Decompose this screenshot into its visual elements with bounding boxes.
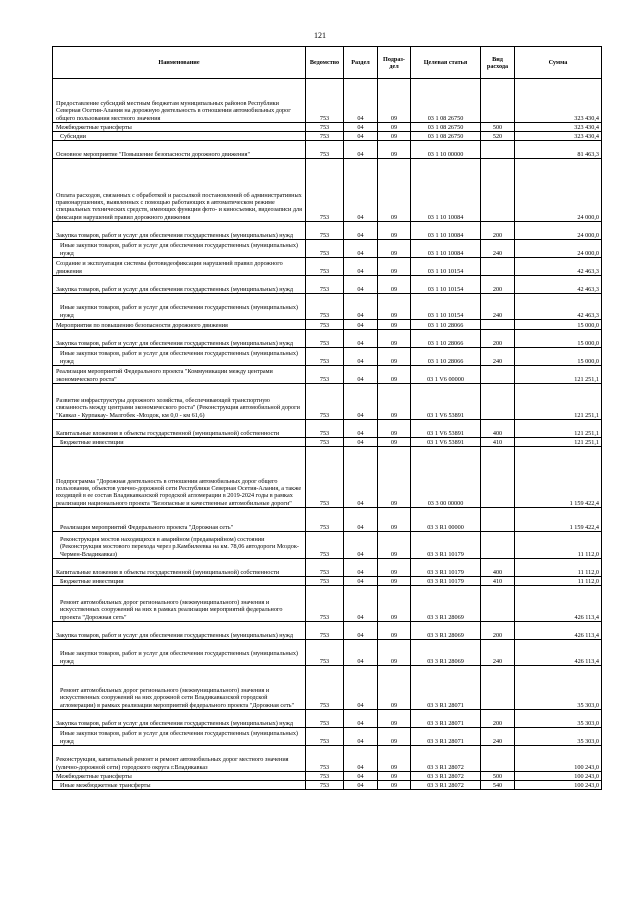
table-row bbox=[53, 294, 602, 320]
row-razdel: 04 bbox=[344, 622, 378, 640]
row-vedomstvo: 753 bbox=[306, 586, 344, 622]
row-summa: 121 251,1 bbox=[515, 384, 602, 420]
row-podrazdel: 09 bbox=[378, 330, 411, 348]
row-vedomstvo: 753 bbox=[306, 141, 344, 159]
row-celevaya-statya: 03 1 V6 53891 bbox=[411, 384, 481, 420]
row-vid-rashodov: 200 bbox=[481, 622, 515, 640]
row-celevaya-statya: 03 3 R1 10179 bbox=[411, 559, 481, 577]
row-vedomstvo: 753 bbox=[306, 330, 344, 348]
header-razdel: Раздел bbox=[344, 47, 378, 79]
row-razdel: 04 bbox=[344, 640, 378, 666]
row-razdel: 04 bbox=[344, 240, 378, 258]
row-celevaya-statya: 03 3 R1 28071 bbox=[411, 728, 481, 746]
row-name: Подпрограмма "Дорожная деятельность в отношении автомобильных дорог общего пользования, объектов улично-дорожной сети Республики Северная Осетия-Алания, а также входящей в ее состав Владикавказской городской агломерации в 2019-2024 годы в рамках реализации национального проекта "Безопасные и качественные автомобильные дороги" bbox=[53, 447, 306, 508]
row-summa: 426 113,4 bbox=[515, 640, 602, 666]
row-razdel: 04 bbox=[344, 532, 378, 559]
table-row bbox=[53, 132, 602, 141]
row-podrazdel: 09 bbox=[378, 586, 411, 622]
table-row bbox=[53, 577, 602, 586]
row-vid-rashodov bbox=[481, 141, 515, 159]
row-name: Закупка товаров, работ и услуг для обеспечения государственных (муниципальных) нужд bbox=[53, 222, 306, 240]
row-vid-rashodov bbox=[481, 384, 515, 420]
table-row bbox=[53, 438, 602, 447]
row-razdel: 04 bbox=[344, 159, 378, 222]
row-podrazdel: 09 bbox=[378, 781, 411, 790]
row-podrazdel: 09 bbox=[378, 366, 411, 384]
row-name: Бюджетные инвестиции bbox=[53, 577, 306, 586]
row-name: Реконструкция мостов находящихся в аварийном (предаварийном) состоянии (Реконструкция мостового перехода через р.Камбилеевка на км. 78,06 автодороги Моздок-Чермен-Владикавказ) bbox=[53, 532, 306, 559]
row-podrazdel: 09 bbox=[378, 159, 411, 222]
row-summa: 426 113,4 bbox=[515, 622, 602, 640]
row-celevaya-statya: 03 3 R1 10179 bbox=[411, 532, 481, 559]
row-vid-rashodov bbox=[481, 532, 515, 559]
row-celevaya-statya: 03 3 R1 28071 bbox=[411, 666, 481, 710]
row-name: Капитальные вложения в объекты государственной (муниципальной) собственности bbox=[53, 559, 306, 577]
row-summa: 42 463,3 bbox=[515, 294, 602, 320]
header-vid-rashodov: Вид расхода bbox=[481, 47, 515, 79]
row-podrazdel: 09 bbox=[378, 420, 411, 438]
row-razdel: 04 bbox=[344, 123, 378, 132]
row-summa: 35 303,0 bbox=[515, 710, 602, 728]
row-celevaya-statya: 03 1 10 00000 bbox=[411, 141, 481, 159]
row-celevaya-statya: 03 3 R1 28072 bbox=[411, 746, 481, 772]
row-vedomstvo: 753 bbox=[306, 123, 344, 132]
row-summa: 11 112,0 bbox=[515, 577, 602, 586]
table-row bbox=[53, 710, 602, 728]
row-celevaya-statya: 03 3 00 00000 bbox=[411, 447, 481, 508]
row-celevaya-statya: 03 1 10 10154 bbox=[411, 258, 481, 276]
row-celevaya-statya: 03 3 R1 28071 bbox=[411, 710, 481, 728]
table-row bbox=[53, 366, 602, 384]
row-name: Закупка товаров, работ и услуг для обеспечения государственных (муниципальных) нужд bbox=[53, 330, 306, 348]
row-summa: 24 000,0 bbox=[515, 222, 602, 240]
row-celevaya-statya: 03 1 10 28066 bbox=[411, 320, 481, 330]
row-razdel: 04 bbox=[344, 276, 378, 294]
row-vid-rashodov: 200 bbox=[481, 222, 515, 240]
row-name: Реконструкция, капитальный ремонт и ремонт автомобильных дорог местного значения (улично-дорожной сети) городского округа г.Владикавказ bbox=[53, 746, 306, 772]
row-vedomstvo: 753 bbox=[306, 366, 344, 384]
row-vedomstvo: 753 bbox=[306, 559, 344, 577]
row-vedomstvo: 753 bbox=[306, 746, 344, 772]
row-podrazdel: 09 bbox=[378, 384, 411, 420]
row-summa: 15 000,0 bbox=[515, 330, 602, 348]
row-name: Субсидии bbox=[53, 132, 306, 141]
row-razdel: 04 bbox=[344, 141, 378, 159]
row-name: Оплата расходов, связанных с обработкой и рассылкой постановлений об административных правонарушениях, выявленных с помощью работающих в автоматическом режиме специальных технических средств, имеющих функции фото- и киносъемки, видеозаписи для фиксации нарушений правил дорожного движения bbox=[53, 159, 306, 222]
row-vid-rashodov bbox=[481, 746, 515, 772]
row-vedomstvo: 753 bbox=[306, 79, 344, 123]
row-razdel: 04 bbox=[344, 384, 378, 420]
table-row bbox=[53, 79, 602, 123]
row-vid-rashodov: 240 bbox=[481, 240, 515, 258]
row-vid-rashodov: 240 bbox=[481, 294, 515, 320]
row-celevaya-statya: 03 1 V6 00000 bbox=[411, 366, 481, 384]
row-name: Основное мероприятие "Повышение безопасности дорожного движения" bbox=[53, 141, 306, 159]
row-razdel: 04 bbox=[344, 320, 378, 330]
row-podrazdel: 09 bbox=[378, 276, 411, 294]
row-vid-rashodov: 500 bbox=[481, 772, 515, 781]
row-vedomstvo: 753 bbox=[306, 438, 344, 447]
row-vid-rashodov: 200 bbox=[481, 276, 515, 294]
row-summa: 24 000,0 bbox=[515, 240, 602, 258]
row-name: Закупка товаров, работ и услуг для обеспечения государственных (муниципальных) нужд bbox=[53, 622, 306, 640]
table-row bbox=[53, 772, 602, 781]
row-razdel: 04 bbox=[344, 710, 378, 728]
row-name: Создание и эксплуатация системы фотовидеофиксации нарушений правил дорожного движения bbox=[53, 258, 306, 276]
row-vedomstvo: 753 bbox=[306, 222, 344, 240]
row-name: Иные закупки товаров, работ и услуг для обеспечения государственных (муниципальных) нужд bbox=[53, 640, 306, 666]
row-vid-rashodov bbox=[481, 258, 515, 276]
row-vid-rashodov bbox=[481, 159, 515, 222]
table-row bbox=[53, 141, 602, 159]
row-podrazdel: 09 bbox=[378, 438, 411, 447]
row-podrazdel: 09 bbox=[378, 294, 411, 320]
row-vedomstvo: 753 bbox=[306, 728, 344, 746]
header-podrazdel: Подраз-дел bbox=[378, 47, 411, 79]
row-razdel: 04 bbox=[344, 508, 378, 532]
row-summa: 100 243,0 bbox=[515, 781, 602, 790]
row-name: Закупка товаров, работ и услуг для обеспечения государственных (муниципальных) нужд bbox=[53, 710, 306, 728]
row-razdel: 04 bbox=[344, 781, 378, 790]
row-name: Иные закупки товаров, работ и услуг для обеспечения государственных (муниципальных) нужд bbox=[53, 348, 306, 366]
row-razdel: 04 bbox=[344, 746, 378, 772]
header-vedomstvo: Ведомство bbox=[306, 47, 344, 79]
row-vid-rashodov bbox=[481, 320, 515, 330]
row-razdel: 04 bbox=[344, 420, 378, 438]
row-razdel: 04 bbox=[344, 258, 378, 276]
row-vid-rashodov bbox=[481, 366, 515, 384]
table-row bbox=[53, 447, 602, 508]
row-razdel: 04 bbox=[344, 447, 378, 508]
row-name: Ремонт автомобильных дорог регионального (межмуниципального) значения и искусственных сооружений на них дорожной сети Владикавказской городской агломерации) в рамках реализации мероприятий федерального проекта "Дорожная сеть" bbox=[53, 666, 306, 710]
row-celevaya-statya: 03 1 10 10084 bbox=[411, 240, 481, 258]
row-name: Ремонт автомобильных дорог регионального (межмуниципального) значения и искусственных сооружений на них в рамках реализации мероприятий федерального проекта "Дорожная сеть" bbox=[53, 586, 306, 622]
row-vedomstvo: 753 bbox=[306, 294, 344, 320]
row-name: Реализация мероприятий Федерального проекта "Коммуникации между центрами экономического роста" bbox=[53, 366, 306, 384]
header-celevaya-statya: Целевая статья bbox=[411, 47, 481, 79]
table-row bbox=[53, 159, 602, 222]
row-vedomstvo: 753 bbox=[306, 420, 344, 438]
row-summa: 11 112,0 bbox=[515, 559, 602, 577]
row-podrazdel: 09 bbox=[378, 577, 411, 586]
row-razdel: 04 bbox=[344, 79, 378, 123]
row-podrazdel: 09 bbox=[378, 447, 411, 508]
row-summa: 121 251,1 bbox=[515, 438, 602, 447]
table-row bbox=[53, 258, 602, 276]
row-summa: 1 159 422,4 bbox=[515, 447, 602, 508]
row-vedomstvo: 753 bbox=[306, 240, 344, 258]
row-podrazdel: 09 bbox=[378, 141, 411, 159]
row-celevaya-statya: 03 3 R1 28069 bbox=[411, 622, 481, 640]
row-summa: 15 000,0 bbox=[515, 348, 602, 366]
row-razdel: 04 bbox=[344, 294, 378, 320]
row-podrazdel: 09 bbox=[378, 666, 411, 710]
row-summa: 426 113,4 bbox=[515, 586, 602, 622]
row-celevaya-statya: 03 1 10 10084 bbox=[411, 159, 481, 222]
row-summa: 100 243,0 bbox=[515, 746, 602, 772]
row-name: Капитальные вложения в объекты государственной (муниципальной) собственности bbox=[53, 420, 306, 438]
row-vid-rashodov: 200 bbox=[481, 330, 515, 348]
table-row bbox=[53, 240, 602, 258]
row-summa: 323 430,4 bbox=[515, 123, 602, 132]
row-podrazdel: 09 bbox=[378, 772, 411, 781]
row-vid-rashodov: 200 bbox=[481, 710, 515, 728]
row-name: Развитие инфраструктуры дорожного хозяйства, обеспечивающей транспортную связанность между центрами экономического роста" (Реконструкция автомобильной дороги "Кавказ - Курпакау- Малгобек -Моздок, км 0,0 - км 61,6) bbox=[53, 384, 306, 420]
row-vid-rashodov bbox=[481, 79, 515, 123]
table-row bbox=[53, 330, 602, 348]
row-vid-rashodov: 240 bbox=[481, 348, 515, 366]
row-summa: 24 000,0 bbox=[515, 159, 602, 222]
row-podrazdel: 09 bbox=[378, 532, 411, 559]
row-vedomstvo: 753 bbox=[306, 772, 344, 781]
row-podrazdel: 09 bbox=[378, 728, 411, 746]
row-vedomstvo: 753 bbox=[306, 532, 344, 559]
header-summa: Сумма bbox=[515, 47, 602, 79]
row-celevaya-statya: 03 1 V6 53891 bbox=[411, 420, 481, 438]
row-vid-rashodov: 520 bbox=[481, 132, 515, 141]
row-summa: 35 303,0 bbox=[515, 728, 602, 746]
row-podrazdel: 09 bbox=[378, 710, 411, 728]
row-podrazdel: 09 bbox=[378, 240, 411, 258]
row-razdel: 04 bbox=[344, 559, 378, 577]
row-vedomstvo: 753 bbox=[306, 258, 344, 276]
table-row bbox=[53, 586, 602, 622]
row-razdel: 04 bbox=[344, 132, 378, 141]
table-row bbox=[53, 420, 602, 438]
row-celevaya-statya: 03 1 10 28066 bbox=[411, 330, 481, 348]
table-row bbox=[53, 622, 602, 640]
row-celevaya-statya: 03 3 R1 28072 bbox=[411, 781, 481, 790]
row-razdel: 04 bbox=[344, 666, 378, 710]
row-summa: 15 000,0 bbox=[515, 320, 602, 330]
row-vedomstvo: 753 bbox=[306, 276, 344, 294]
table-row bbox=[53, 276, 602, 294]
row-podrazdel: 09 bbox=[378, 132, 411, 141]
row-vedomstvo: 753 bbox=[306, 781, 344, 790]
row-celevaya-statya: 03 1 10 10084 bbox=[411, 222, 481, 240]
row-razdel: 04 bbox=[344, 348, 378, 366]
table-row bbox=[53, 532, 602, 559]
table-row bbox=[53, 746, 602, 772]
row-name: Межбюджетные трансферты bbox=[53, 123, 306, 132]
row-podrazdel: 09 bbox=[378, 348, 411, 366]
row-vid-rashodov: 240 bbox=[481, 728, 515, 746]
page-number: 121 bbox=[314, 31, 326, 40]
table-row bbox=[53, 348, 602, 366]
row-vedomstvo: 753 bbox=[306, 447, 344, 508]
row-celevaya-statya: 03 1 10 28066 bbox=[411, 348, 481, 366]
row-name: Иные закупки товаров, работ и услуг для обеспечения государственных (муниципальных) нужд bbox=[53, 294, 306, 320]
table-row bbox=[53, 384, 602, 420]
row-name: Иные закупки товаров, работ и услуг для обеспечения государственных (муниципальных) нужд bbox=[53, 728, 306, 746]
row-celevaya-statya: 03 3 R1 28069 bbox=[411, 586, 481, 622]
row-vid-rashodov bbox=[481, 666, 515, 710]
row-celevaya-statya: 03 3 R1 28069 bbox=[411, 640, 481, 666]
row-vedomstvo: 753 bbox=[306, 710, 344, 728]
row-summa: 121 251,1 bbox=[515, 420, 602, 438]
row-name: Бюджетные инвестиции bbox=[53, 438, 306, 447]
row-celevaya-statya: 03 1 V6 53891 bbox=[411, 438, 481, 447]
row-summa: 1 159 422,4 bbox=[515, 508, 602, 532]
row-vedomstvo: 753 bbox=[306, 384, 344, 420]
row-vid-rashodov bbox=[481, 586, 515, 622]
row-razdel: 04 bbox=[344, 586, 378, 622]
row-podrazdel: 09 bbox=[378, 640, 411, 666]
row-celevaya-statya: 03 3 R1 00000 bbox=[411, 508, 481, 532]
row-summa: 100 243,0 bbox=[515, 772, 602, 781]
table-body bbox=[53, 79, 602, 790]
row-vedomstvo: 753 bbox=[306, 508, 344, 532]
row-podrazdel: 09 bbox=[378, 320, 411, 330]
row-podrazdel: 09 bbox=[378, 79, 411, 123]
row-summa: 42 463,3 bbox=[515, 258, 602, 276]
row-vid-rashodov bbox=[481, 447, 515, 508]
row-vedomstvo: 753 bbox=[306, 132, 344, 141]
row-name: Межбюджетные трансферты bbox=[53, 772, 306, 781]
row-celevaya-statya: 03 1 10 10154 bbox=[411, 276, 481, 294]
table-row bbox=[53, 123, 602, 132]
row-name: Предоставление субсидий местным бюджетам муниципальных районов Республики Северная Осетия-Алания на дорожную деятельность в отношении автомобильных дорог общего пользования местного значения bbox=[53, 79, 306, 123]
row-summa: 323 430,4 bbox=[515, 79, 602, 123]
table-row bbox=[53, 222, 602, 240]
row-celevaya-statya: 03 1 08 26750 bbox=[411, 123, 481, 132]
row-summa: 35 303,0 bbox=[515, 666, 602, 710]
row-vid-rashodov: 500 bbox=[481, 123, 515, 132]
table-row bbox=[53, 728, 602, 746]
row-podrazdel: 09 bbox=[378, 508, 411, 532]
table-row bbox=[53, 508, 602, 532]
row-summa: 323 430,4 bbox=[515, 132, 602, 141]
row-vid-rashodov: 400 bbox=[481, 420, 515, 438]
row-vedomstvo: 753 bbox=[306, 159, 344, 222]
row-razdel: 04 bbox=[344, 330, 378, 348]
row-celevaya-statya: 03 1 08 26750 bbox=[411, 132, 481, 141]
row-razdel: 04 bbox=[344, 772, 378, 781]
row-podrazdel: 09 bbox=[378, 123, 411, 132]
row-vedomstvo: 753 bbox=[306, 577, 344, 586]
row-podrazdel: 09 bbox=[378, 258, 411, 276]
row-razdel: 04 bbox=[344, 222, 378, 240]
row-name: Закупка товаров, работ и услуг для обеспечения государственных (муниципальных) нужд bbox=[53, 276, 306, 294]
row-vid-rashodov bbox=[481, 508, 515, 532]
budget-table bbox=[52, 46, 602, 790]
row-name: Мероприятия по повышению безопасности дорожного движения bbox=[53, 320, 306, 330]
row-name: Иные закупки товаров, работ и услуг для обеспечения государственных (муниципальных) нужд bbox=[53, 240, 306, 258]
row-vid-rashodov: 410 bbox=[481, 577, 515, 586]
row-vid-rashodov: 540 bbox=[481, 781, 515, 790]
row-vid-rashodov: 240 bbox=[481, 640, 515, 666]
row-celevaya-statya: 03 3 R1 10179 bbox=[411, 577, 481, 586]
row-celevaya-statya: 03 1 08 26750 bbox=[411, 79, 481, 123]
row-celevaya-statya: 03 3 R1 28072 bbox=[411, 772, 481, 781]
row-vedomstvo: 753 bbox=[306, 640, 344, 666]
table-header-row bbox=[53, 47, 602, 79]
row-celevaya-statya: 03 1 10 10154 bbox=[411, 294, 481, 320]
table-row bbox=[53, 320, 602, 330]
row-podrazdel: 09 bbox=[378, 222, 411, 240]
row-vedomstvo: 753 bbox=[306, 348, 344, 366]
row-summa: 11 112,0 bbox=[515, 532, 602, 559]
row-podrazdel: 09 bbox=[378, 622, 411, 640]
table-row bbox=[53, 781, 602, 790]
row-podrazdel: 09 bbox=[378, 746, 411, 772]
row-razdel: 04 bbox=[344, 366, 378, 384]
row-vedomstvo: 753 bbox=[306, 320, 344, 330]
row-vedomstvo: 753 bbox=[306, 666, 344, 710]
header-name: Наименование bbox=[53, 47, 306, 79]
table-row bbox=[53, 640, 602, 666]
table-row bbox=[53, 559, 602, 577]
table-row bbox=[53, 666, 602, 710]
row-razdel: 04 bbox=[344, 438, 378, 447]
row-summa: 121 251,1 bbox=[515, 366, 602, 384]
row-summa: 42 463,3 bbox=[515, 276, 602, 294]
row-name: Иные межбюджетные трансферты bbox=[53, 781, 306, 790]
row-podrazdel: 09 bbox=[378, 559, 411, 577]
row-vedomstvo: 753 bbox=[306, 622, 344, 640]
row-name: Реализация мероприятий Федерального проекта "Дорожная сеть" bbox=[53, 508, 306, 532]
row-vid-rashodov: 410 bbox=[481, 438, 515, 447]
row-summa: 81 463,3 bbox=[515, 141, 602, 159]
row-razdel: 04 bbox=[344, 577, 378, 586]
row-razdel: 04 bbox=[344, 728, 378, 746]
row-vid-rashodov: 400 bbox=[481, 559, 515, 577]
